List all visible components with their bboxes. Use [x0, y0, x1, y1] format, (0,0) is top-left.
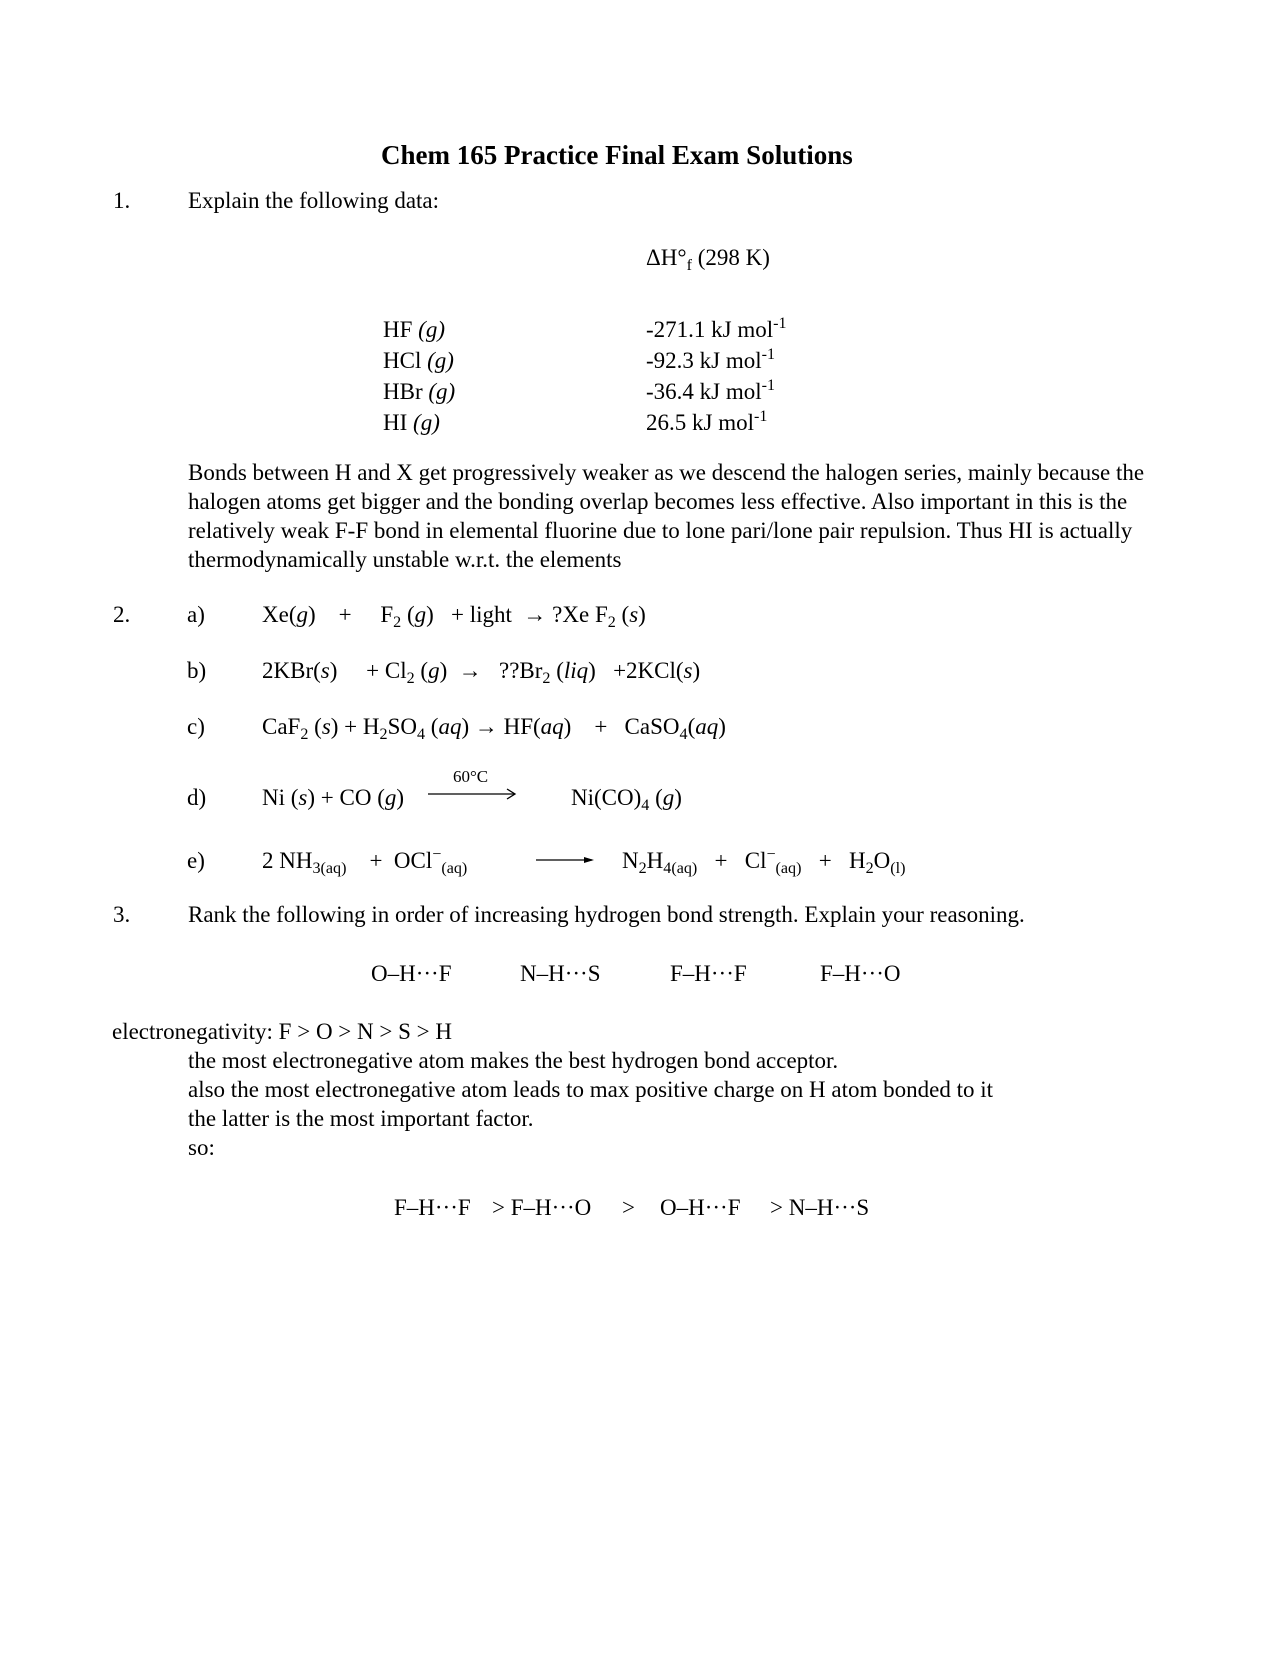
reasoning-line: the latter is the most important factor.: [188, 1106, 534, 1131]
hbond-item: O–H···F: [371, 961, 452, 986]
q2-label-e: e): [187, 848, 205, 873]
q2-label-a: a): [187, 602, 205, 627]
table-row: HF (g): [383, 317, 445, 342]
reaction-d-right: $Ni(CO)_4$ (g): [571, 785, 682, 814]
q2-label-c: c): [187, 714, 205, 739]
reasoning-line: the most electronegative atom makes the best hydrogen bond acceptor.: [188, 1048, 839, 1073]
reaction-d-arrow: [426, 767, 520, 802]
hbond-item: F–H···F: [670, 961, 747, 986]
reasoning-line: also the most electronegative atom leads to max positive charge on H atom bonded to it: [188, 1077, 994, 1102]
arrow-right-icon: [534, 850, 596, 870]
table-value: -92.3 kJ mol$^{-1}$: [646, 346, 776, 373]
hbond-item: F–H···O: [820, 961, 901, 986]
q3-prompt: Rank the following in order of increasing hydrogen bond strength. Explain your reasoning.: [188, 902, 1025, 927]
table-value: 26.5 kJ mol$^{-1}$: [646, 408, 768, 435]
q2-label-d: d): [187, 785, 207, 810]
arrow-condition: 60°C: [453, 767, 489, 786]
ranking-item: O–H···F: [660, 1195, 741, 1220]
ranking-item: F–H···F: [394, 1195, 471, 1220]
q1-prompt: Explain the following data:: [188, 188, 440, 213]
electronegativity-order: electronegativity: F > O > N > S > H: [112, 1019, 452, 1044]
q1-number: 1.: [113, 188, 131, 213]
reaction-c: CaF$_2$ $(s) + H_2SO_4$ (aq) → HF(aq) + CaSO$_4$(aq): [262, 714, 726, 743]
q2-label-b: b): [187, 658, 207, 683]
q3-number: 3.: [113, 902, 131, 927]
q1-explanation: Bonds between H and X get progressively weaker as we descend the halogen series, mainly because the halogen atoms get bigger and the bonding overlap becomes less effective. Also important in this is the relatively weak F-F bond in elemental fluorine due to lone pari/lone pair repulsion. Thus HI is actually thermodynamically unstable w.r.t. the elements: [188, 460, 1145, 572]
reaction-b: 2KBr(s) + $Cl_2$ $(g) \to ??Br_2$ (liq) +2KCl(s): [262, 658, 701, 687]
table-value: -271.1 kJ mol$^{-1}$: [646, 315, 787, 342]
reasoning-line: so:: [188, 1135, 215, 1160]
table-row: HCl (g): [383, 348, 454, 373]
table-value: -36.4 kJ mol$^{-1}$: [646, 377, 776, 404]
arrow-right-icon: [426, 772, 520, 802]
page-title: Chem 165 Practice Final Exam Solutions: [381, 140, 853, 170]
reaction-e-right: $N_2H_{4(aq)} + Cl^-_{(aq)} + H_2O_{(l)}$: [622, 846, 906, 877]
reaction-d-left: Ni (s) + CO (g): [262, 785, 405, 810]
reaction-a: Xe(g) + $F_2$ (g) + light → ?Xe $F_2$ (s): [262, 602, 646, 631]
table-row: HBr (g): [383, 379, 456, 404]
reaction-e-left: 2 $NH_{3(aq)}$ + OCl−$_{(aq)}$: [262, 846, 468, 877]
table-row: HI (g): [383, 410, 440, 435]
ranking-item: > F–H···O: [492, 1195, 592, 1220]
ranking-item: > N–H···S: [770, 1195, 870, 1220]
enthalpy-header: $\Delta H^\circ_f$ (298 K): [646, 245, 770, 274]
hbond-item: N–H···S: [520, 961, 601, 986]
ranking-item: >: [622, 1195, 635, 1220]
q2-number: 2.: [113, 602, 131, 627]
